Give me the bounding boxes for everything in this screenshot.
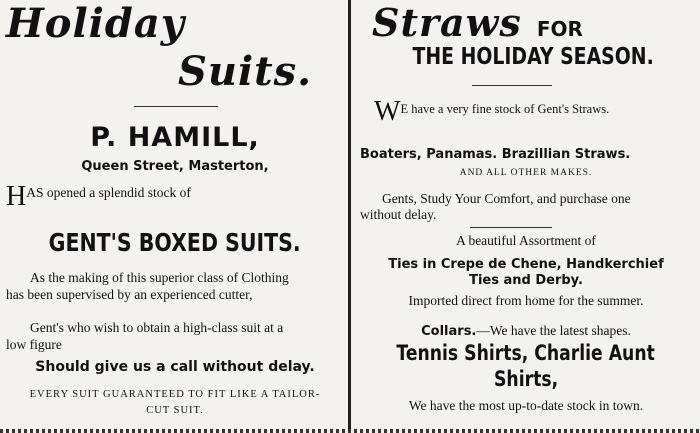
drop-cap-w: W — [374, 96, 401, 127]
collars-label: Collars. — [421, 324, 477, 339]
comfort-line-2: without delay. — [360, 207, 437, 222]
assortment: A beautiful Assortment of — [456, 233, 596, 248]
subtitle-wrap — [366, 44, 700, 70]
merchant-address: Queen Street, Masterton, — [81, 159, 269, 174]
straws-title-row — [372, 0, 583, 45]
tennis-line-1-wrap — [352, 341, 700, 365]
tennis-line-2-wrap — [352, 367, 700, 391]
other-makes: AND ALL OTHER MAKES. — [459, 168, 593, 178]
intro-line — [6, 183, 191, 211]
separator-rule-right — [472, 85, 552, 86]
collars-text: —We have the latest shapes. — [476, 323, 631, 338]
paragraph-2-line-2: low figure — [6, 337, 62, 352]
imported: Imported direct from home for the summer. — [408, 293, 644, 308]
title-suits: Suits. — [178, 48, 313, 95]
guarantee-line-2: CUT SUIT. — [146, 405, 204, 416]
stock-line: We have the most up-to-date stock in town. — [408, 398, 644, 413]
intro-text: AS opened a splendid stock of — [26, 185, 191, 200]
straws-advertisement — [352, 0, 700, 433]
paragraph-2-line-1: Gent's who wish to obtain a high-class suit at a — [30, 320, 284, 335]
title-holiday: Holiday — [6, 0, 185, 47]
straws-intro-line — [374, 98, 609, 126]
bottom-border — [0, 429, 700, 433]
callout: Should give us a call without delay. — [35, 359, 315, 375]
collars-line — [352, 320, 700, 339]
ties-line-2: Ties and Derby. — [469, 273, 583, 288]
separator-rule-right-2 — [470, 227, 552, 228]
merchant-name: P. HAMILL, — [90, 122, 260, 153]
guarantee-line-1: EVERY SUIT GUARANTEED TO FIT LIKE A TAILOR- — [29, 389, 321, 400]
tennis-line-1: Tennis Shirts, Charlie Aunt — [396, 341, 656, 365]
product-heading-wrap — [0, 228, 350, 257]
subtitle: THE HOLIDAY SEASON. — [412, 44, 654, 70]
straws-intro-text: E have a very fine stock of Gent's Straws. — [400, 102, 610, 116]
drop-cap: H — [6, 181, 27, 212]
title-straws: Straws — [372, 0, 522, 45]
straw-products: Boaters, Panamas. Brazillian Straws. — [360, 147, 631, 162]
paragraph-1-line-2: has been supervised by an experienced cutter, — [6, 287, 253, 302]
title-for: FOR — [536, 17, 583, 41]
comfort-line-1: Gents, Study Your Comfort, and purchase one — [382, 191, 631, 206]
paragraph-1-line-1: As the making of this superior class of Clothing — [30, 270, 289, 285]
tennis-line-2: Shirts, — [493, 367, 559, 391]
product-heading: GENT'S BOXED SUITS. — [48, 228, 301, 257]
separator-rule — [134, 106, 218, 107]
ties-line-1: Ties in Crepe de Chene, Handkerchief — [388, 257, 664, 272]
